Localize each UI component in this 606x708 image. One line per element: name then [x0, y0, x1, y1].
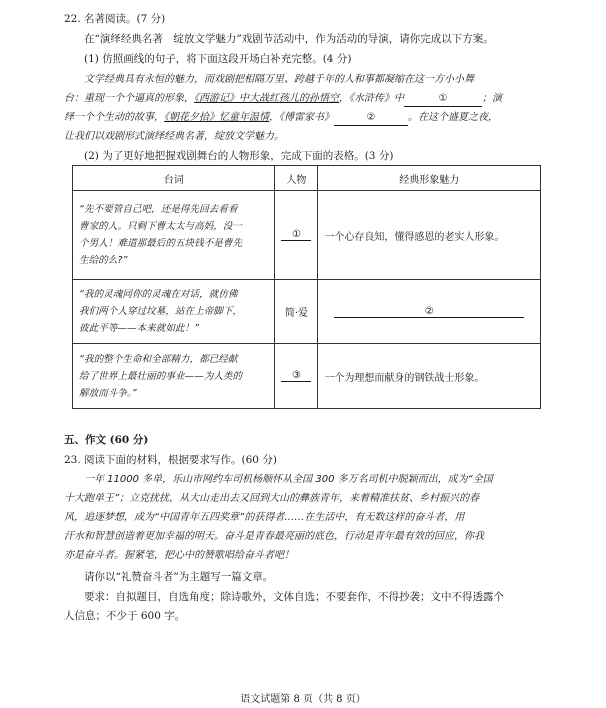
- quote-line: 个男人！难道那最后的五块钱不是曹先: [79, 238, 243, 250]
- passage-text: 绎一个个生动的故事，: [64, 112, 164, 123]
- character-cell: [275, 344, 318, 409]
- question-22-title: 22. 名著阅读。(7 分): [64, 13, 166, 25]
- answer-blank-charm-2[interactable]: ②: [334, 306, 524, 318]
- material-line: 一年 11000 多单，乐山市网约车司机杨顺怀从全国 300 多万名司机中脱颖而出，成为“全国: [84, 474, 493, 485]
- answer-blank-2[interactable]: ②: [334, 111, 408, 126]
- table-row: [73, 344, 541, 409]
- character-cell: [275, 191, 318, 280]
- quote-line: 我们两个人穿过坟墓，站在上帝脚下，: [79, 306, 243, 318]
- writing-requirements: 要求：自拟题目，自选角度；除诗歌外，文体自选；不要套作，不得抄袭；文中不得透露个: [84, 591, 504, 603]
- header-charm: 经典形象魅力: [318, 166, 541, 191]
- material-line: 汗水和智慧创造着更加幸福的明天。奋斗是青春最亮丽的底色，行动是青年最有效的回应，你我: [64, 531, 484, 542]
- question-22-intro: 在“演绎经典名著 绽放文学魅力”戏剧节活动中，作为活动的导演，请你完成以下方案。: [84, 33, 494, 45]
- passage-line-4: 让我们以戏剧形式演绎经典名著，绽放文学魅力。: [64, 131, 284, 142]
- part2-title: (2) 为了更好地把握戏剧舞台的人物形象，完成下面的表格。(3 分): [84, 150, 394, 162]
- passage-text: ，《水浒传》中: [339, 93, 404, 104]
- quote-line: “我的整个生命和全部精力，都已经献: [79, 353, 238, 365]
- answer-blank-character-1[interactable]: ①: [281, 229, 311, 241]
- answer-blank-character-3[interactable]: ③: [281, 370, 311, 382]
- quote-line: 给了世界上最壮丽的事业——为人类的: [79, 370, 243, 382]
- charm-cell: [318, 279, 541, 344]
- quote-line: 生给的么?”: [79, 255, 128, 267]
- writing-requirements-cont: 人信息；不少于 600 字。: [64, 610, 186, 622]
- question-23-title: 23. 阅读下面的材料，根据要求写作。(60 分): [64, 454, 277, 466]
- table-row: [73, 191, 541, 280]
- charm-cell: 一个为理想而献身的钢铁战士形象。: [318, 344, 541, 409]
- header-lines: 台词: [73, 166, 275, 191]
- passage-line-1: 文学经典具有永恒的魅力，而戏剧把相隔万里、跨越千年的人和事都凝缩在这一方小小舞: [84, 74, 474, 85]
- character-table: [72, 165, 541, 409]
- quote-cell: [73, 344, 275, 409]
- quote-line: 彼此平等——本来就如此！”: [79, 323, 200, 335]
- writing-prompt: 请你以“礼赞奋斗者”为主题写一篇文章。: [84, 571, 274, 583]
- table-row: [73, 279, 541, 344]
- part1-title: (1) 仿照画线的句子，将下面这段开场白补充完整。(4 分): [84, 53, 352, 65]
- passage-line-2: [64, 92, 502, 107]
- quote-line: “先不要管自己吧，还是得先回去看看: [79, 204, 238, 216]
- underlined-example: 《朝花夕拾》忆童年温情: [164, 112, 269, 123]
- material-line: 亦是奋斗者。握紧笔，把心中的赞歌唱给奋斗者吧！: [64, 550, 294, 561]
- section-5-title: 五、作文 (60 分): [64, 434, 149, 446]
- page-footer: 语文试题第 8 页（共 8 页）: [240, 694, 366, 705]
- passage-text: ，《傅雷家书》: [269, 112, 334, 123]
- quote-line: “我的灵魂同你的灵魂在对话，就仿佛: [79, 289, 238, 301]
- quote-cell: [73, 279, 275, 344]
- answer-blank-1[interactable]: ①: [404, 92, 482, 107]
- passage-line-3: [64, 111, 498, 126]
- quote-line: 解放而斗争。”: [79, 387, 137, 399]
- passage-text: ；演: [482, 93, 502, 104]
- header-character: 人物: [275, 166, 318, 191]
- character-cell: 简·爱: [275, 279, 318, 344]
- passage-text: 台：重现一个个逼真的形象，: [64, 93, 194, 104]
- charm-cell: 一个心存良知，懂得感恩的老实人形象。: [318, 191, 541, 280]
- quote-line: 曹家的人。只剩下曹太太与高妈，没一: [79, 221, 243, 233]
- underlined-example: 《西游记》中大战红孩儿的孙悟空: [194, 93, 339, 104]
- quote-cell: [73, 191, 275, 280]
- material-line: 风，追逐梦想，成为“中国青年五四奖章”的获得者……在生活中，有无数这样的奋斗者，用: [64, 512, 465, 523]
- material-line: 十大跑单王”；立克扰扰，从大山走出去又回到大山的彝族青年，来着精准扶贫、乡村振兴的春: [64, 493, 480, 504]
- table-header-row: [73, 166, 541, 191]
- passage-text: 。在这个盛夏之夜，: [408, 112, 498, 123]
